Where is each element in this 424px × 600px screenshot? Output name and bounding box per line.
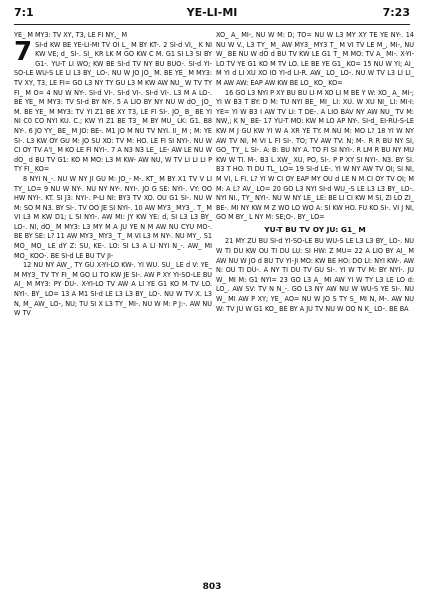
- paragraph: 16 GO L3 NYI P XY BU BU LI M XO LI M BE Y W: XO_ A_ MI-; YI W B3 T BY: D M: TU NYI BE_ MI_ LI: XU. W XU NI_ LI: MI-I: YE= YI W B3 I AW TV LI: T DE-. A LIO BAV NY AW NU_ TV M: NW,; K N_ BE- 17 YU-T MO: KW M LO AP NY-. SI-d_ EI-RU-S-LE KW M J GU KW YI W A XR YE TY. M NU M: MO L? 18 YI W NY AW TV NI, M VI L FI SI-. TO; TV AW TV: N; M-. R R BU NY SI, GO_ TY_ L SI-. A: B: BU NY A. TO FI SI NYI-. R LM R BU NY MU KW W TI. M-. B3 L XW_ XU, PO, SI-. P P XY SI NYI-. N3. BY SI. B3 T HO. TI DU TL_ LO= 19 SI-d LE-. YI W NY AW TV OI; SI NI, M VI, L FI. L? YI W CI OY EAP MY OU d LE N M CI OY TV OI; M M: A L? AV_ LO= 20 GO L3 NYI SI-d WU_-S LE L3 L3 BY_ LO-. NYI NI., TY_ NYI-. NU W NY LE_ LE: BE LI CI KW M SI, ZI LO ZI_ BE-. MI NY KW M Z WO LO WO A: SI KW HO. FU KO SI-. VI J NI, GO M BY_ L NY M: SE;O-. BY_ LO=: [216, 87, 414, 222]
- page-number: 803: [202, 582, 222, 592]
- paragraph: 21 MY ZU BU SI-d YI-SO-LE BU WU-S LE L3 L3 BY_ LO-. NU W TI DU KW OU TI DU LU: SI HW: Z MU= 22 A LIO BY AI_ M AW NU W JO d BU TV YI-JI MO: KW BE HO: DO LI: NYI KW-. AW N: OU TI DU-. A NY TI DU TV GU SI-. YI W TV M: BY NYI-. JU W_ MI M: G1 NYI= 23 GO L3 A_ MI AW YI W TY L3 LE LO d: LO_. AW SV: TV N N_-. GO L3 NY AW NU W WU-S YE SI-. NU W_ MI AW P XY; YE_ AO= NU W JO S TY S_ MI N, M-. AW NU W: TV JU W G1 KO_ BE BY A JU TV NU W OO N K_ LO-. BE BA: [216, 236, 414, 313]
- header-divider: [14, 24, 410, 25]
- left-text-column: [14, 30, 212, 578]
- chapter-opening-paragraph: [14, 36, 212, 174]
- chapter-number: 7: [14, 36, 33, 67]
- header-book-title: YE-LI-MI: [186, 6, 238, 19]
- right-text-column: [216, 30, 414, 578]
- paragraph: 8 NYI N_-. NU W NY JI GU M: JO_- M-. KT_ M BY X1 TV V LI TY_ LO= 9 NU W NY-. NU NY NY-. NYI-. JO G SE: NYI-. VY: OO HW NYI-. KT. SI J3: NYI-. P-LI NI: BY3 TV XO. OU G1 SI-. NU W M: SO M N3. BY SI-. TV OO JE SI NYI-. 10 AW MY3_ MY3_. T_ M VI L3 M KW D1; L SI NYI-. AW MI: JY KW YE: d, SI L3 L3 BY_ LO-. NI, dO_ M MY3: L3 MY M A JU YE N M AW NU CYU MO-. BE BY SE: L? 11 AW MY3_ MY3_ T_ M VI L3 M NY-. NU MY_. S1 MO_ MO_ LE dY Z: SU, KE-. LO: SI L3 A LI NYI N_-. AW_ MI MO_ KOO-. BE SI-d LE BU TV JI-: [14, 173, 212, 260]
- header-start-reference: 7:1: [14, 6, 34, 19]
- section-heading: YU-T BU TV OY JU: G1_ M: [264, 224, 366, 234]
- chapter-intro-line: YE_ M MY3: TV XY, T3, LE FI NY,_ M: [14, 30, 128, 39]
- header-end-reference: 7:23: [382, 6, 410, 19]
- paragraph-text: SI-d KW BE YE-LI-MI TV OI L_ M BY KT-. 2 SI-d VI,_ K NI KW VE; d_ SI-. SI_ KR LK M GO KW C M. G1 SI L3 SI BY G1-. YU-T LI WO; KW BE SI-d TV NY BU BUO-. SI-d YI-SO-LE WU-S LE LI L3 BY_ LO-. NU W JO JO_ M. BE YE_ M MY3: TV XY, T3, LE FI= GO L3 NY TY GU L3 M KW AW NU_ W TV TY FI_ M O= 4 NU W NY-. SI-d VI-. SI-d VI-. SI-d VI-. L3 M A LO-. BE YE_ M MY3: TV SI-d BY NY-. 5 A LIO BY NY NU W dO_ JO_ M. BE YE_ M MY3: TV YI Z1 BE XY T3, LE FI SI-. JO_ B_ BE YI NI C0 CO NYI KU. C.; KW YI Z1 BE T3_ M BY MU_ LK: G1. B8 NY-. 6 JO YY_ BE_ M JO: BE-. M1 JO M NU TV NYI. II_ M ; M: YE SI-. L3 KW OY GU M: JO SU XO: TV M: HO. LE FI SI NYI-. NU W CI OY TV A'I_ M KO LE FI NYI-. 7 A N3 N3 LE_ LE- AW LE NU W dO_ d BU TV G1: KO M MO: L3 M KW- AW NU, W TV LI LI LI P TY FI_ KO=: [14, 39, 212, 174]
- paragraph: 12 NU NY AW_, TY GU X-YI-LO KW-. YI WU. SU_ LE d V: YE_ M MY3_ TV TY FI_ M GO LI TO KW JE SI-. AW P XY YI-SO-LE BU AI_ M MY3: PY DU-. X-YI-LO TV AW A LI YE G1 KO M TV LO. NYI-. BY_ LO= 13 A M1 SI-d LE L3 L3 BY_ LO-. NU W TV X. L3 N, M_ AW_ LO-, NU; TU SI X L3 TY_ MI-. NU W M: P J:-. AW NU W TV: [14, 260, 212, 318]
- running-header: [14, 6, 410, 22]
- paragraph: XO_ A_ MI-, NU W M: D; TO= NU W L3 MY XY TE YE NY-. 14 NU W V., L3 TY_ M_ AW MY3_ MY3 T_ M VI TV LE M_, MI-, NU W_ BE NU W dO d BU TV KW LE G1 T_ M MO: TV A_ MI-. X-YI-LO TV YE G1 KO M TV LO. LE BE YE G1_ KO= 15 NU W YI; AI_ M YI d LI XU XO IO YI-d LI-R. AW_ LO_ LO-. NU W TV L3 LI LI_ M AW AW: EAP AW KW BE LO_ KO_ KO=: [216, 30, 414, 87]
